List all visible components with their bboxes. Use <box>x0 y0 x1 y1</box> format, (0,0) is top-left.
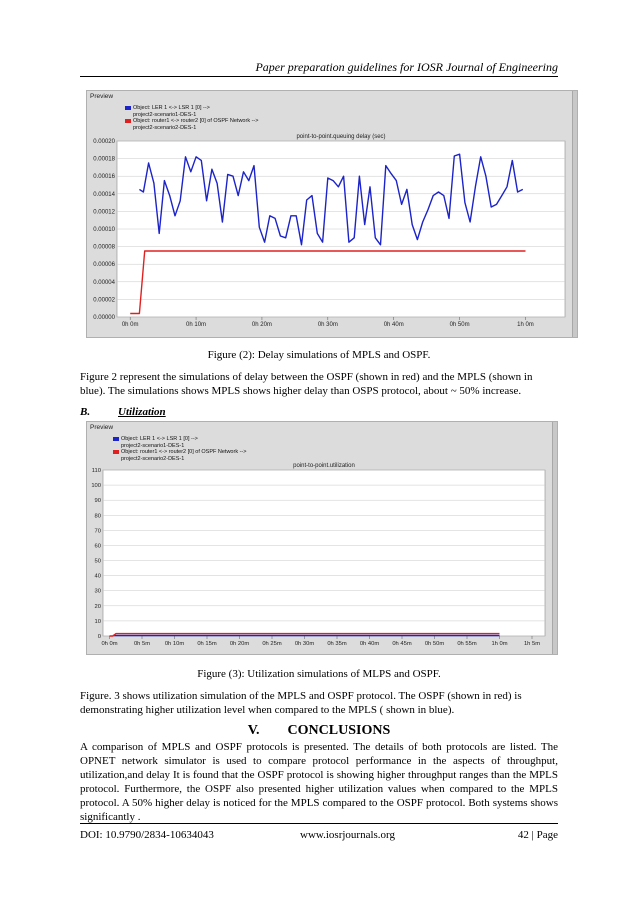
y-tick-label: 0.00004 <box>93 279 115 286</box>
x-tick-label: 1h 0m <box>491 641 508 647</box>
x-tick-label: 0h 0m <box>101 641 118 647</box>
legend-swatch-red <box>113 450 119 454</box>
legend-label: Object: LER 1 <-> LSR 1 [0] --> <box>121 436 198 442</box>
x-tick-label: 1h 0m <box>517 322 534 328</box>
figure3-caption: Figure (3): Utilization simulations of MLPS and OSPF. <box>197 668 441 680</box>
y-tick-label: 0.00016 <box>93 174 115 181</box>
x-tick-label: 0h 0m <box>121 322 139 328</box>
conclusions-body: A comparison of MPLS and OSPF protocols is presented. The details of both protocols are listed. The OPNET network simulator is used to compare protocol performance in the aspects of throughput, utilization,and delay It is found that the OSPF protocol is showing higher throughput ranges than the MPLS protocol. Furthermore, the OSPF also presented higher utilization values when compared to the MPLS protocol. A 50% higher delay is noticed for the MPLS compared to the OSPF protocol. Both systems shows significantly . <box>80 741 558 823</box>
delay-chart <box>87 131 573 337</box>
x-tick-label: 0h 30m <box>294 641 315 647</box>
utilization-chart <box>87 462 553 654</box>
y-tick-label: 50 <box>94 558 101 565</box>
legend-sub: project2-scenario1-DES-1 <box>133 111 197 118</box>
x-tick-label: 0h 40m <box>383 322 404 328</box>
y-tick-label: 40 <box>94 573 101 580</box>
x-tick-label: 0h 35m <box>327 641 347 647</box>
conclusions-number: V. <box>247 723 260 738</box>
footer-rule <box>80 823 558 824</box>
y-tick-label: 110 <box>91 468 101 474</box>
figure3-legend <box>113 436 246 462</box>
x-tick-label: 1h 5m <box>523 641 541 647</box>
chart-title: point-to-point.utilization <box>293 463 355 469</box>
section-b-letter: B. <box>80 406 91 418</box>
y-tick-label: 0.00000 <box>93 315 115 321</box>
figure3-panel-title: Preview <box>90 424 114 431</box>
x-tick-label: 0h 50m <box>424 641 445 647</box>
y-tick-label: 70 <box>94 528 101 535</box>
x-tick-label: 0h 10m <box>164 641 185 647</box>
y-tick-label: 0.00002 <box>93 297 115 304</box>
plot-area <box>103 470 545 636</box>
section-b-heading <box>80 406 166 418</box>
legend-item <box>125 118 258 125</box>
y-tick-label: 90 <box>94 498 101 505</box>
paragraph-utilization: Figure. 3 shows utilization simulation of the MPLS and OSPF protocol. The OSPF (shown in red) is demonstrating higher utilization level when compared to the MPLS ( shown in blue). <box>80 690 522 716</box>
conclusions-heading <box>80 723 558 739</box>
x-tick-label: 0h 25m <box>262 641 282 647</box>
x-tick-label: 0h 55m <box>457 641 477 647</box>
figure2-panel-title: Preview <box>90 93 114 100</box>
legend-sub: project2-scenario2-DES-1 <box>121 455 185 462</box>
legend-sub: project2-scenario1-DES-1 <box>121 442 185 449</box>
figure2-panel <box>86 90 578 338</box>
y-tick-label: 30 <box>94 588 101 595</box>
y-tick-label: 0 <box>97 634 101 640</box>
running-header: Paper preparation guidelines for IOSR Journal of Engineering <box>255 60 558 74</box>
x-tick-label: 0h 20m <box>251 322 272 328</box>
footer-page-number: 42 | Page <box>517 829 558 841</box>
legend-item <box>113 449 246 456</box>
x-tick-label: 0h 5m <box>133 641 151 647</box>
y-tick-label: 20 <box>94 603 101 610</box>
legend-label: Object: router1 <-> router2 [0] of OSPF Network --> <box>133 118 259 124</box>
x-tick-label: 0h 15m <box>197 641 217 647</box>
paragraph-delay: Figure 2 represent the simulations of delay between the OSPF (shown in red) and the MPLS (shown in blue). The simulations shows MPLS shows higher delay than OSPS protocol, about ~ 50% increase. <box>80 371 533 397</box>
y-tick-label: 80 <box>94 513 101 520</box>
legend-label: Object: LER 1 <-> LSR 1 [0] --> <box>133 105 210 111</box>
figure2-caption: Figure (2): Delay simulations of MPLS and OSPF. <box>207 349 431 361</box>
x-tick-label: 0h 10m <box>186 322 207 328</box>
x-tick-label: 0h 40m <box>359 641 380 647</box>
figure3-panel <box>86 421 558 655</box>
y-tick-label: 0.00020 <box>93 139 115 145</box>
y-tick-label: 0.00014 <box>93 191 115 198</box>
footer-website[interactable]: www.iosrjournals.org <box>300 829 396 841</box>
conclusions-title: CONCLUSIONS <box>287 723 391 738</box>
y-tick-label: 0.00012 <box>93 209 115 216</box>
legend-swatch-blue <box>125 106 131 110</box>
legend-sub: project2-scenario2-DES-1 <box>133 124 197 131</box>
y-tick-label: 0.00006 <box>93 262 115 269</box>
x-tick-label: 0h 30m <box>317 322 338 328</box>
legend-swatch-red <box>125 119 131 123</box>
section-b-title: Utilization <box>118 406 166 418</box>
y-tick-label: 60 <box>94 543 101 550</box>
x-tick-label: 0h 50m <box>449 322 470 328</box>
y-tick-label: 100 <box>91 483 101 490</box>
figure2-legend <box>125 105 258 131</box>
legend-swatch-blue <box>113 437 119 441</box>
y-tick-label: 10 <box>94 618 101 625</box>
chart-title: point-to-point.queuing delay (sec) <box>296 134 386 140</box>
x-tick-label: 0h 20m <box>229 641 250 647</box>
y-tick-label: 0.00018 <box>93 156 115 163</box>
footer-doi: DOI: 10.9790/2834-10634043 <box>80 829 214 841</box>
y-tick-label: 0.00010 <box>93 227 115 233</box>
y-tick-label: 0.00008 <box>93 244 115 251</box>
header-rule <box>80 76 558 77</box>
x-tick-label: 0h 45m <box>392 641 412 647</box>
legend-label: Object: router1 <-> router2 [0] of OSPF Network --> <box>121 449 247 455</box>
